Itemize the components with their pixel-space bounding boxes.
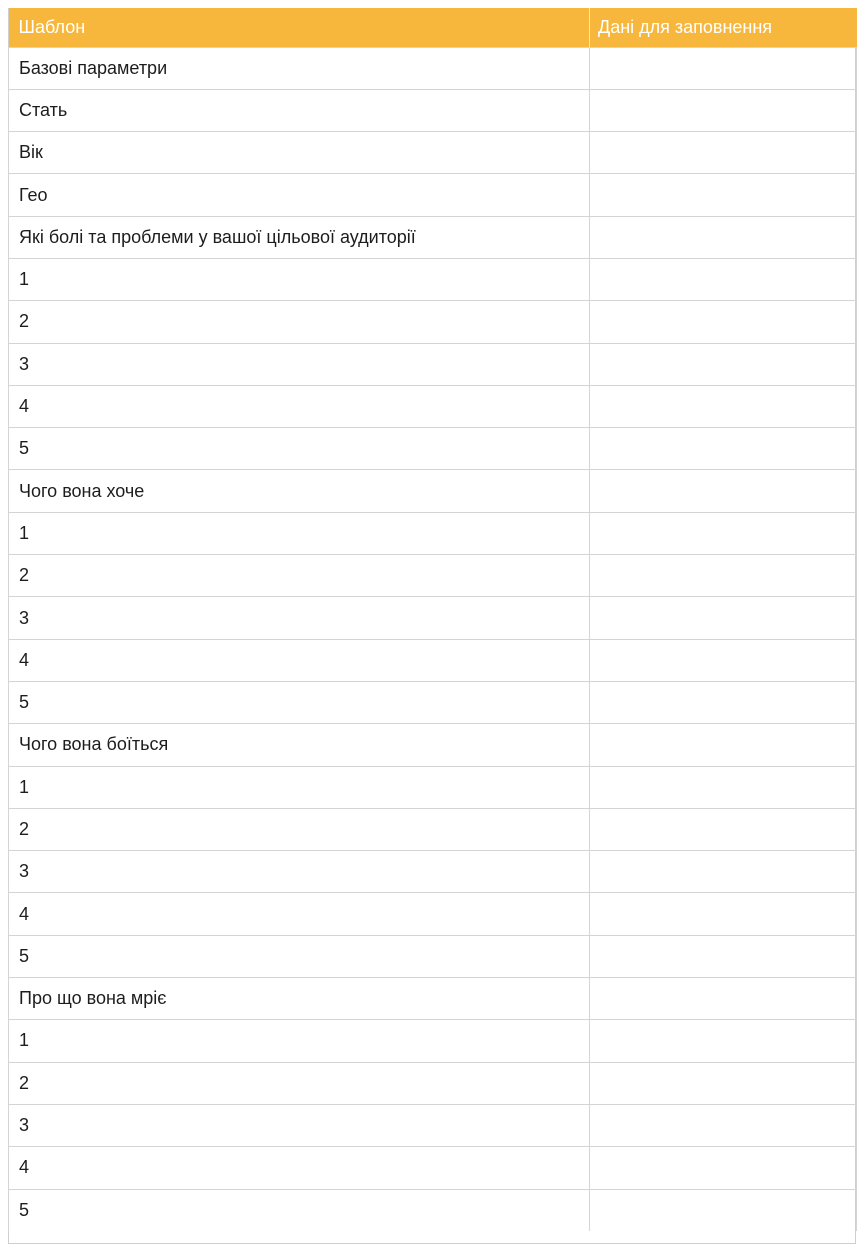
table-row [9,301,857,343]
table-row [9,89,857,131]
table-row [9,1104,857,1146]
row-label-cell: 5 [9,681,590,723]
table-row [9,343,857,385]
row-label-cell: 2 [9,555,590,597]
table-row [9,428,857,470]
table-row [9,978,857,1020]
table-row [9,597,857,639]
row-label-cell: 4 [9,1147,590,1189]
row-data-cell[interactable] [590,639,857,681]
row-label-cell: 5 [9,1189,590,1231]
table-row [9,1062,857,1104]
column-header-data: Дані для заповнення [590,8,857,47]
table-body [9,47,857,1231]
row-label-cell: 4 [9,893,590,935]
row-data-cell[interactable] [590,1062,857,1104]
row-data-cell[interactable] [590,808,857,850]
row-data-cell[interactable] [590,47,857,89]
table-row [9,555,857,597]
row-label-cell: Вік [9,132,590,174]
table-row [9,639,857,681]
row-label-cell: Про що вона мріє [9,978,590,1020]
table-row [9,681,857,723]
row-label-cell: 2 [9,1062,590,1104]
table-row [9,893,857,935]
table-row [9,132,857,174]
row-label-cell: Гео [9,174,590,216]
row-data-cell[interactable] [590,766,857,808]
row-data-cell[interactable] [590,851,857,893]
table-row [9,47,857,89]
row-data-cell[interactable] [590,132,857,174]
row-label-cell: Чого вона хоче [9,470,590,512]
row-label-cell: Чого вона боїться [9,724,590,766]
row-data-cell[interactable] [590,385,857,427]
row-label-cell: Стать [9,89,590,131]
row-label-cell: 1 [9,258,590,300]
row-data-cell[interactable] [590,89,857,131]
row-label-cell: 1 [9,512,590,554]
row-data-cell[interactable] [590,512,857,554]
table-row [9,1020,857,1062]
table-row [9,1147,857,1189]
row-data-cell[interactable] [590,1104,857,1146]
audience-template-table [8,8,857,1231]
row-label-cell: 4 [9,385,590,427]
table-row [9,385,857,427]
row-data-cell[interactable] [590,343,857,385]
row-label-cell: 3 [9,597,590,639]
row-data-cell[interactable] [590,935,857,977]
table-row [9,216,857,258]
row-data-cell[interactable] [590,555,857,597]
table-row [9,724,857,766]
row-label-cell: 4 [9,639,590,681]
row-label-cell: Які болі та проблеми у вашої цільової аудиторії [9,216,590,258]
row-label-cell: 3 [9,1104,590,1146]
table-row [9,174,857,216]
table-row [9,935,857,977]
row-data-cell[interactable] [590,1189,857,1231]
row-label-cell: 5 [9,428,590,470]
table-row [9,512,857,554]
header-row [9,8,857,47]
row-label-cell: 1 [9,1020,590,1062]
row-data-cell[interactable] [590,681,857,723]
row-label-cell: Базові параметри [9,47,590,89]
row-data-cell[interactable] [590,893,857,935]
row-label-cell: 1 [9,766,590,808]
table-row [9,808,857,850]
row-data-cell[interactable] [590,428,857,470]
row-data-cell[interactable] [590,724,857,766]
table-row [9,1189,857,1231]
table-row [9,851,857,893]
table-row [9,766,857,808]
row-label-cell: 2 [9,301,590,343]
row-data-cell[interactable] [590,301,857,343]
row-data-cell[interactable] [590,216,857,258]
row-data-cell[interactable] [590,1147,857,1189]
row-label-cell: 5 [9,935,590,977]
row-data-cell[interactable] [590,978,857,1020]
row-data-cell[interactable] [590,1020,857,1062]
table-row [9,470,857,512]
column-header-template: Шаблон [9,8,590,47]
row-label-cell: 3 [9,343,590,385]
row-data-cell[interactable] [590,597,857,639]
row-data-cell[interactable] [590,174,857,216]
table-row [9,258,857,300]
row-label-cell: 3 [9,851,590,893]
row-data-cell[interactable] [590,258,857,300]
row-label-cell: 2 [9,808,590,850]
row-data-cell[interactable] [590,470,857,512]
